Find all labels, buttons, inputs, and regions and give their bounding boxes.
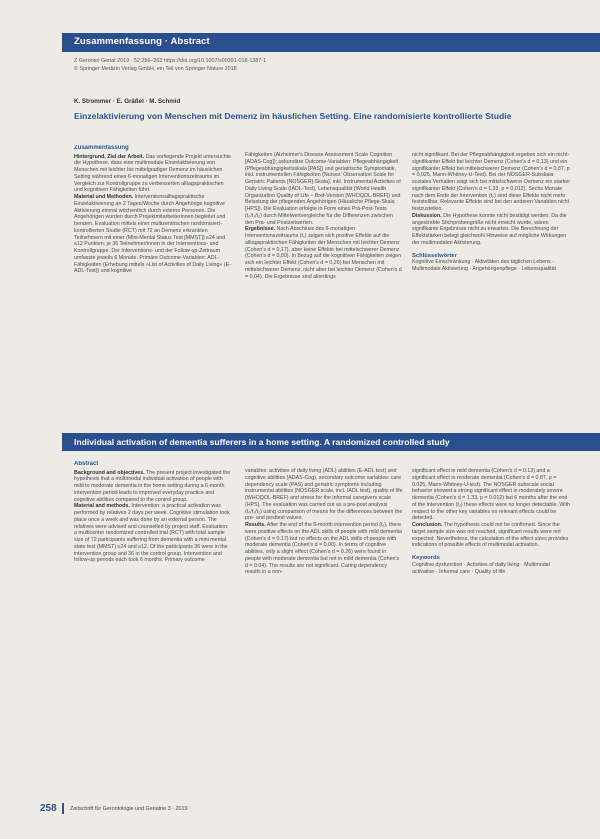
german-keywords: Kognitive Einschränkung · Aktivitäten des täglichen Lebens · Multimodale Aktivierung · Angehörigenpflege · Lebensqualität xyxy=(412,259,556,272)
paragraph-text: Fähigkeiten (Alzheimer's Disease Assessment Scale Cognition [ADAS-Cog]); sekundäre Outcome-Variablen: Pflegeabhängigkeit (Pflegeabhängigkeitsskala [PAS]) und geriatrische Symptomatik, inkl. instrumentellen Fähigkeiten (Nurses' Observation Scale for Geriatric Patients [NOSGER]-Skala), inkl. Instrumental Activities of Daily Living Scale (IADL-Test), Lebensqualität (World Health Organization Quality of Life – Bref-Version [WHOQOL-BREF]) und Belastung der pflegenden Angehörigen (Häusliche Pflege-Skala [HPS]). Die Evaluation erfolgte in Form eines Prä-Post-Tests (t₀/t₁/t₂) durch Mittelwertvergleiche für die Differenzen zwischen den Prä- und Postzeitwerten. xyxy=(245,152,401,226)
german-title: Einzelaktivierung von Menschen mit Demenz im häuslichen Setting. Eine randomisierte kontrollierte Studie xyxy=(74,111,512,121)
citation-line-doi: Z Gerontol Geriat 2019 · 52:256–263 https://doi.org/10.1007/s00391-018-1387-1 xyxy=(74,58,267,64)
section-header-label: Zusammenfassung · Abstract xyxy=(74,36,210,47)
english-title-band xyxy=(62,433,600,451)
journal-footer: Zeitschrift für Gerontologie und Geriatrie 3 · 2019 xyxy=(70,806,188,812)
german-column-1 xyxy=(74,145,232,427)
abstract-paragraph xyxy=(245,522,403,576)
paragraph-label: Material and methods. xyxy=(74,503,130,510)
german-column-2 xyxy=(245,152,403,427)
paragraph-text: variables: activities of daily living (ADL) abilities (E-ADL test) and cognitive abilities (ADAS-Cog), secondary outcome variables: care dependency scale (PAS) and geriatric symptoms including instrumental abilities (NOSGER scale, incl. IADL test), quality of life (WHOQOL-BREF) and stress for the informal caregivers scale (HPS). The evaluation was carried out as a pre-post analysis (t₀/t₁/t₂) using comparison of means for the differences between the pre- and posttest values. xyxy=(245,468,403,522)
abstract-paragraph xyxy=(74,503,232,564)
paragraph-text: Nach Abschluss des 6-monatigen Interventionszeitraums (t₁) zeigen sich positive Effekte auf die alltagspraktischen Fähigkeiten der Menschen mit leichter Demenz (Cohen's d = 0,17), aber keine Effekte bei mittelschwerer Demenz (Cohen's d = 0,00). In Bezug auf die kognitiven Fähigkeiten zeigen sich ein leichter Effekt (Cohen's d = 0,26) bei Menschen mit mittelschwerer Demenz, nicht aber bei leichter Demenz (Cohen's d = 0,04). Die Ergebnisse sind allerdings xyxy=(245,226,402,280)
german-abstract-heading: Zusammenfassung xyxy=(74,145,129,151)
paragraph-label: Ergebnisse. xyxy=(245,226,276,233)
paragraph-text: Interventionsalltagspraktische Einzelaktivierung an 2 Tagen/Woche durch Angehörige kognitive Aktivierung einmal wöchentlich durch externe Personen. Die Angehörigen wurden durch Projektmitarbeiterinnen begleitet und beraten. Evaluation mittels einer multizentrischen randomisiert-kontrollierten Studie (RCT) mit 72 an Demenz erkrankten Teilnehmern mit einer (Mini-Mental Status Test [MMST]) ≥24 und ≤12 Punkten; je 36 Teilnehmer/innen in der Interventions- und Kontrollgruppe. Der Interventions- und der Follow-up-Zeitraum umfasste jeweils 6 Monate. Primäre Outcome-Variablen: ADL-Fähigkeiten (Erhebung mittels »List of Activities of Daily Living« (E-ADL-Test)) und kognitive xyxy=(74,194,231,275)
paragraph-label: Diskussion. xyxy=(412,212,442,219)
english-column-3 xyxy=(412,468,572,781)
abstract-paragraph xyxy=(245,226,403,280)
german-keywords-heading: Schlüsselwörter xyxy=(412,252,457,259)
english-keywords-heading: Keywords xyxy=(412,555,440,561)
paragraph-text: nicht signifikant. Bei der Pflegeabhängigkeit ergeben sich ein nicht-signifikanter Effekt bei leichter Demenz (Cohen's d = 0,13) und ein signifikanter Effekt bei mittelschwerer Demenz (Cohen's d = 0,87, p = 0,025, Mann-Whitney-U-Test). Bei der NOSGER-Subskala soziales Verhalten zeigt sich bei mittelschwerer Demenz ein starker signifikanter Effekt (Cohen's d = 1,33, p = 0,012). Sechs Monate nach dem Ende der Intervention (t₂) sind diese Effekte nicht mehr feststellbar. Relevante Effekte sind bei den anderen Variablen nicht festzustellen. xyxy=(412,152,571,212)
paragraph-text: Das vorliegende Projekt untersuchte die Hypothese, dass eine multimodale Einzelaktivierung von Menschen mit leichter bis mittelgradiger Demenz im häuslichen Setting während eines 6-monatigen Interventionszeitraums im Vergleich zur Kontrollgruppe zu verbesserten alltagspraktischen und kognitiven Fähigkeiten führt. xyxy=(74,153,231,194)
paragraph-text: significant effect in mild dementia (Cohen's d = 0.13) and a significant effect in moderate dementia (Cohen's d = 0.87, p = 0.025, Mann-Whitney-U-test). The NOSGER subscale social behavior showed a strong significant effect in moderately severe dementia (Cohen's d = 1.33, p = 0.012) but 6 months after the end of the intervention (t₂) these effects were no longer detectable. With respect to the other key variables no relevant effects could be detected. xyxy=(412,468,571,522)
abstract-paragraph xyxy=(412,213,572,247)
paragraph-label: Conclusion. xyxy=(412,522,443,528)
abstract-paragraph xyxy=(412,468,572,522)
citation-line-copyright: © Springer Medizin Verlag GmbH, ein Teil von Springer Nature 2018 xyxy=(74,65,237,72)
english-column-2 xyxy=(245,468,403,781)
abstract-paragraph xyxy=(245,152,403,226)
english-title: Individual activation of dementia sufferers in a home setting. A randomized controlled study xyxy=(74,437,450,447)
section-header-band xyxy=(62,33,600,52)
footer-divider xyxy=(62,803,64,814)
paragraph-text: After the end of the 6-month intervention period (t₁), there were positive effects on the ADL skills of people with mild dementia (Cohen's d = 0.17) but no effects on the ADL skills of people with moderate dementia (Cohen's d = 0.00). In terms of cognitive abilities, only a slight effect (Cohen's d = 0.26) were found in people with moderate dementia but not in mild dementia (Cohen's d = 0.04). The results are not significant. Caring dependency results in a non- xyxy=(245,522,402,576)
paragraph-label: Results. xyxy=(245,522,266,528)
author-list: K. Strommer · E. Gräßel · M. Schmid xyxy=(74,98,181,105)
english-column-1 xyxy=(74,461,232,781)
paragraph-text: Intervention: a practical activation was performed by relatives 2 days per week. Cognitive stimulation took place once a week and was done by an external person. The relatives were advised and counselled by project staff. Evaluation: a multicenter randomized controlled trial (RCT) with total sample size of 72 participants suffering from dementia with a mini mental state test (MMST) ≤24 and ≥12. Of the participants 36 were in the intervention group and 36 in the control group. Intervention and follow-up periods each took 6 months. Primary outcome xyxy=(74,503,230,564)
abstract-paragraph xyxy=(74,470,232,504)
paragraph-label: Background and objectives. xyxy=(74,469,145,476)
paragraph-text: The hypothesis could not be confirmed. Since the target sample size was not reached, significant results were not expected. Nevertheless, the calculation of the effect sizes provides indications of possible effects of multimodal activation. xyxy=(412,522,569,549)
page-number: 258 xyxy=(40,803,57,814)
abstract-paragraph xyxy=(412,522,572,549)
abstract-paragraph xyxy=(74,154,232,195)
paragraph-text: Die Hypothese konnte nicht bestätigt werden. Da die angestrebte Stichprobengröße nicht erreicht wurde, wären signifikante Ergebnisse nicht zu erwarten. Die Berechnung der Effektstärken belegt gleichwohl Hinweise auf mögliche Wirkungen der multimodalen Aktivierung. xyxy=(412,212,567,246)
abstract-paragraph xyxy=(74,194,232,275)
abstract-paragraph xyxy=(245,468,403,522)
english-abstract-heading: Abstract xyxy=(74,461,99,467)
abstract-paragraph xyxy=(412,152,572,213)
paragraph-text: The present project investigated the hypothesis that a multimodal individual activation of people with mild to moderate dementia in the home setting during a 6-month intervention period leads to improved everyday practice and cognitive abilities compared to the control group. xyxy=(74,469,231,503)
citation-block xyxy=(74,58,266,73)
paragraph-label: Material und Methoden. xyxy=(74,194,134,200)
german-column-3 xyxy=(412,152,572,427)
english-keywords: Cognitive dysfunction · Activities of daily living · Multimodal activation · Informal care · Quality of life xyxy=(412,561,550,575)
paragraph-label: Hintergrund, Ziel der Arbeit. xyxy=(74,153,145,160)
